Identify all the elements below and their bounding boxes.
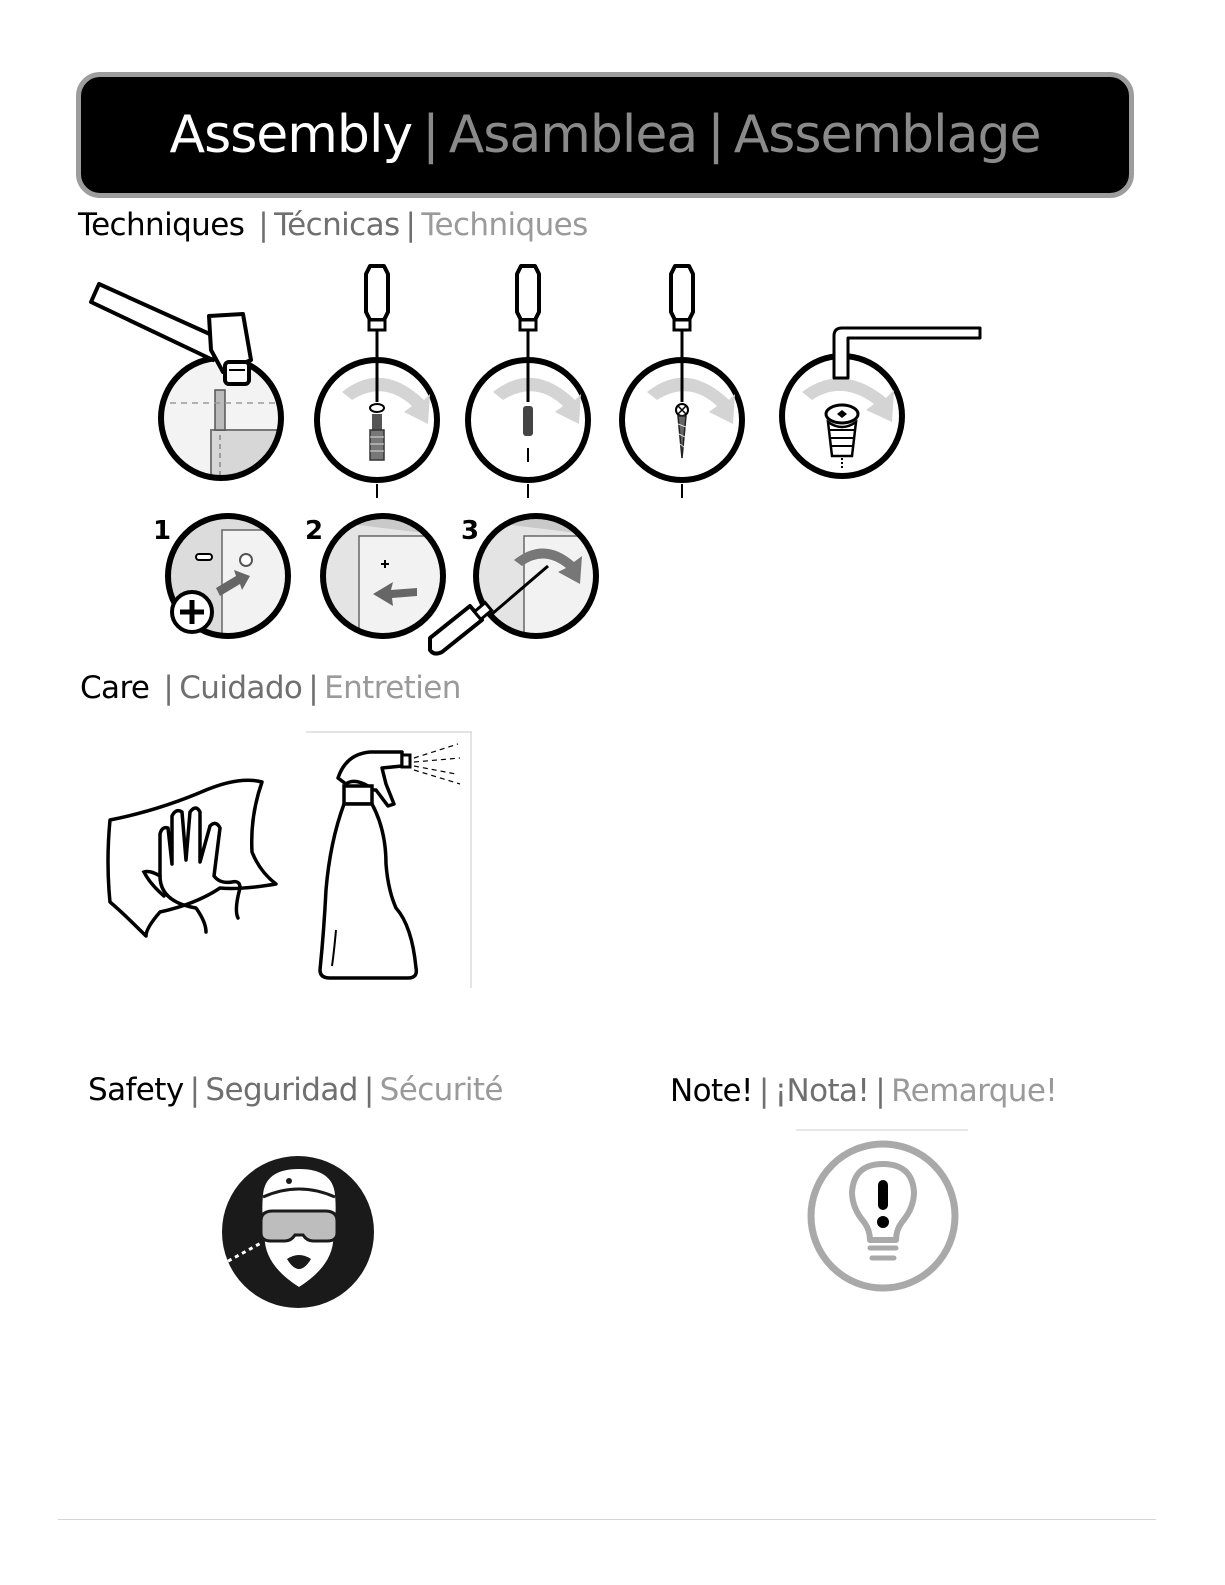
heading-french: Sécurité	[379, 1072, 503, 1108]
page-title	[169, 105, 1041, 165]
heading-french: Techniques	[421, 207, 588, 243]
heading-separator: |	[189, 1072, 200, 1108]
safety-goggles-icon	[221, 1155, 375, 1309]
hammer-dowel-icon	[85, 278, 295, 488]
step-number: 1	[153, 516, 172, 546]
footer-divider	[58, 1519, 1156, 1520]
spray-bottle-icon	[306, 730, 474, 990]
screwdriver-bolt-icon	[312, 262, 442, 500]
heading-separator: |	[258, 207, 269, 243]
allen-key-icon	[776, 320, 986, 482]
title-spanish: Asamblea	[448, 105, 698, 165]
heading-spanish: Cuidado	[179, 670, 303, 706]
heading-english: Note!	[670, 1073, 753, 1109]
cam-lock-tighten-icon	[424, 510, 602, 658]
title-separator: |	[422, 105, 439, 165]
heading-spanish: Seguridad	[205, 1072, 358, 1108]
heading-separator: |	[163, 670, 174, 706]
heading-english: Care	[80, 670, 150, 706]
heading-separator: |	[405, 207, 416, 243]
screwdriver-screw-icon	[463, 262, 593, 500]
lightbulb-note-icon	[796, 1128, 970, 1296]
title-separator: |	[707, 105, 724, 165]
heading-spanish: ¡Nota!	[774, 1073, 870, 1109]
note-heading	[670, 1073, 1058, 1109]
care-heading	[80, 670, 461, 706]
heading-separator: |	[758, 1073, 769, 1109]
heading-separator: |	[363, 1072, 374, 1108]
heading-separator: |	[308, 670, 319, 706]
heading-spanish: Técnicas	[274, 207, 400, 243]
title-english: Assembly	[169, 105, 413, 165]
heading-separator: |	[875, 1073, 886, 1109]
techniques-heading	[78, 207, 588, 243]
cloth-wipe-icon	[100, 772, 282, 942]
heading-english: Safety	[88, 1072, 184, 1108]
safety-heading	[88, 1072, 503, 1108]
title-french: Assemblage	[733, 105, 1041, 165]
title-banner	[76, 72, 1134, 198]
cam-lock-insert-icon	[162, 510, 294, 642]
heading-french: Remarque!	[891, 1073, 1058, 1109]
step-number: 3	[461, 516, 480, 546]
screwdriver-wood-screw-icon	[617, 262, 747, 500]
heading-french: Entretien	[324, 670, 461, 706]
heading-english: Techniques	[78, 207, 245, 243]
step-number: 2	[305, 516, 324, 546]
